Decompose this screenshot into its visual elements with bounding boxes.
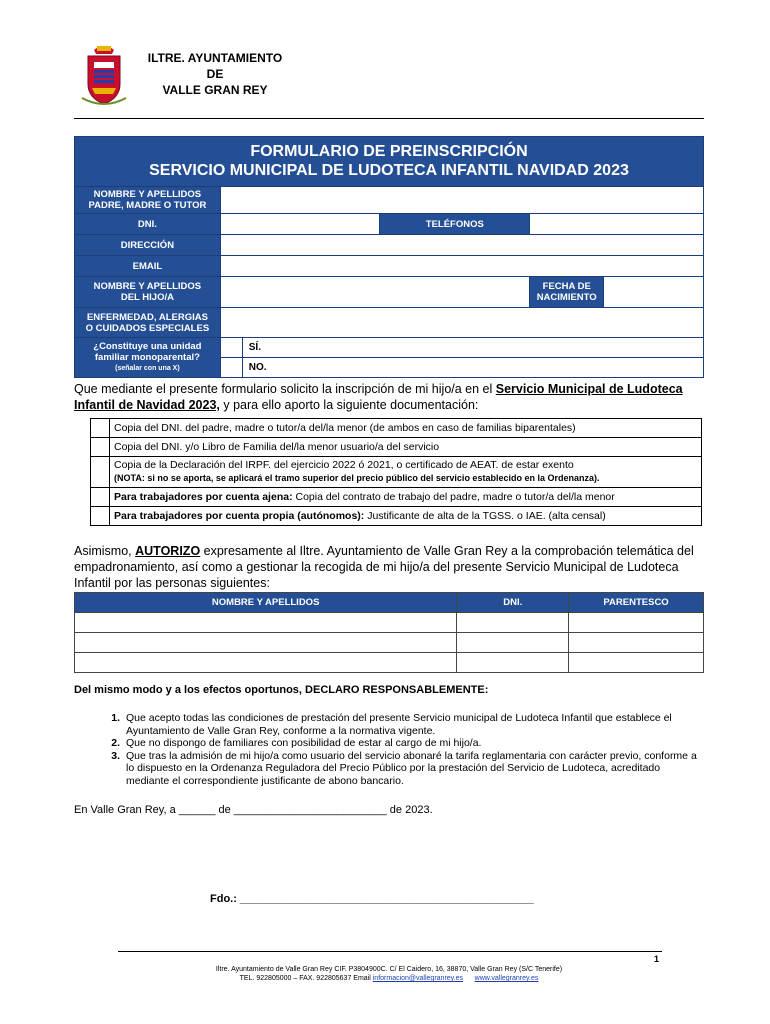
- declaration-title: Del mismo modo y a los efectos oportunos, DECLARO RESPONSABLEMENTE:: [74, 684, 489, 696]
- birth-date-field[interactable]: [604, 277, 704, 308]
- birth-date-label-2: NACIMIENTO: [536, 292, 597, 303]
- doc-item-5-bold: Para trabajadores por cuenta propia (autónomos):: [114, 509, 365, 522]
- declaration-text-1: Que acepto todas las condiciones de prestación del presente Servicio municipal de Ludoteca Infantil que establece el Ayuntamiento de Valle Gran Rey, conforme a la normativa vigente.: [126, 712, 672, 737]
- page-number: 1: [654, 954, 660, 964]
- doc-item-5: [110, 507, 702, 526]
- phones-field[interactable]: [530, 214, 704, 235]
- table-row: [75, 653, 704, 673]
- declaration-number-3: 3.: [111, 749, 120, 762]
- intro-text-2: y para ello aporto la siguiente documentación:: [219, 398, 479, 412]
- dni-field[interactable]: [220, 214, 380, 235]
- birth-date-label: [530, 277, 604, 308]
- header-line-2: DE: [206, 67, 224, 81]
- auth-text-1: Asimismo,: [74, 544, 136, 558]
- single-parent-hint: (señalar con una X): [115, 365, 180, 372]
- special-care-field[interactable]: [220, 308, 703, 338]
- doc-checkbox-5[interactable]: [91, 507, 110, 526]
- footer-phone-fax: TEL. 922805000 – FAX. 922805637 Email: [239, 975, 373, 982]
- footer-divider: [118, 951, 662, 952]
- person-3-name-field[interactable]: [75, 653, 457, 673]
- authorization-paragraph: [74, 543, 704, 591]
- child-name-label-1: NOMBRE Y APELLIDOS: [93, 281, 202, 292]
- doc-item-3: [110, 457, 702, 488]
- auth-text-2: expresamente al Iltre. Ayuntamiento de Valle Gran Rey a la comprobación telemática del empadronamiento, así como a gestionar la recogida de mi hijo/a del presente Servicio Municipal de Ludoteca Infantil por las personas siguientes:: [74, 544, 694, 590]
- intro-service-name: Servicio Municipal de Ludoteca Infantil de Navidad 2023,: [74, 382, 683, 412]
- authorized-persons-table: [74, 592, 704, 673]
- persons-header-relationship: PARENTESCO: [569, 593, 704, 613]
- single-parent-label-1: ¿Constituye una unidad: [93, 341, 202, 352]
- yes-checkbox[interactable]: [220, 338, 242, 358]
- intro-text-1: Que mediante el presente formulario solicito la inscripción de mi hijo/a en el: [74, 382, 496, 396]
- person-2-dni-field[interactable]: [457, 633, 569, 653]
- list-item: [74, 750, 704, 788]
- header-divider: [74, 118, 704, 119]
- special-care-label-1: ENFERMEDAD, ALERGIAS: [86, 311, 208, 323]
- parent-name-label-1: NOMBRE Y APELLIDOS: [93, 189, 202, 200]
- auth-keyword: AUTORIZO: [135, 544, 201, 558]
- table-row: [75, 613, 704, 633]
- declaration-text-3: Que tras la admisión de mi hijo/a como usuario del servicio abonaré la tarifa reglamentaria con carácter previo, conforme a lo dispuesto en la Ordenanza Reguladora del Precio Público por la prestación del Servicio de Ludoteca, acreditado mediante el correspondiente justificante de abono bancario.: [126, 749, 697, 787]
- phones-label: TELÉFONOS: [380, 214, 530, 235]
- list-item: [74, 712, 704, 737]
- footer-address: Iltre. Ayuntamiento de Valle Gran Rey CIF. P3804900C. C/ El Caidero, 16, 38870, Valle Gran Rey (S/C Tenerife): [215, 966, 563, 973]
- birth-date-label-1: FECHA DE: [542, 281, 591, 292]
- documents-checklist: [90, 418, 702, 526]
- parent-name-field[interactable]: [220, 187, 703, 214]
- no-option-label: NO.: [242, 358, 703, 378]
- place-date-line: En Valle Gran Rey, a ______ de _________________________ de 2023.: [74, 804, 433, 816]
- doc-checkbox-3[interactable]: [91, 457, 110, 488]
- person-1-name-field[interactable]: [75, 613, 457, 633]
- person-3-dni-field[interactable]: [457, 653, 569, 673]
- child-name-label-2: DEL HIJO/A: [120, 292, 174, 303]
- header-line-3: VALLE GRAN REY: [162, 83, 268, 97]
- form-title: [75, 137, 704, 187]
- persons-header-name: NOMBRE Y APELLIDOS: [75, 593, 457, 613]
- signature-line: Fdo.: ________________________________________________: [210, 893, 534, 905]
- person-1-dni-field[interactable]: [457, 613, 569, 633]
- header-line-1: ILTRE. AYUNTAMIENTO: [147, 51, 283, 65]
- email-field[interactable]: [220, 256, 703, 277]
- preinscription-form: [74, 136, 704, 378]
- parent-name-label: [75, 187, 221, 214]
- yes-option-label: SÍ.: [242, 338, 703, 358]
- doc-item-5-text: Justificante de alta de la TGSS. o IAE. (alta censal): [364, 509, 606, 522]
- child-name-field[interactable]: [220, 277, 529, 308]
- footer-web-link[interactable]: www.vallegranrey.es: [474, 975, 539, 982]
- person-2-name-field[interactable]: [75, 633, 457, 653]
- declaration-number-1: 1.: [111, 712, 120, 724]
- form-title-line-2: SERVICIO MUNICIPAL DE LUDOTECA INFANTIL NAVIDAD 2023: [149, 162, 629, 179]
- doc-item-2: Copia del DNI. y/o Libro de Familia del/la menor usuario/a del servicio: [110, 438, 702, 457]
- doc-item-3-text: Copia de la Declaración del IRPF. del ejercicio 2022 ó 2021, o certificado de AEAT. de estar exento: [114, 459, 574, 471]
- person-1-relationship-field[interactable]: [569, 613, 704, 633]
- address-field[interactable]: [220, 235, 703, 256]
- declaration-list: [74, 712, 704, 787]
- persons-header-dni: DNI.: [457, 593, 569, 613]
- footer-email-link[interactable]: informacion@vallegranrey.es: [372, 975, 463, 982]
- no-checkbox[interactable]: [220, 358, 242, 378]
- footer-contact: [74, 974, 704, 983]
- doc-item-4-text: Copia del contrato de trabajo del padre, madre o tutor/a del/la menor: [292, 490, 615, 503]
- address-label: DIRECCIÓN: [75, 235, 221, 256]
- special-care-label: [75, 308, 221, 338]
- person-2-relationship-field[interactable]: [569, 633, 704, 653]
- list-item: [74, 737, 704, 750]
- single-parent-label-2: familiar monoparental?: [94, 352, 200, 363]
- declaration-number-2: 2.: [111, 737, 120, 749]
- doc-item-1: Copia del DNI. del padre, madre o tutor/a del/la menor (de ambos en caso de familias biparentales): [110, 419, 702, 438]
- single-parent-label: [75, 338, 221, 378]
- intro-paragraph: [74, 381, 704, 413]
- doc-item-4-bold: Para trabajadores por cuenta ajena:: [114, 490, 293, 503]
- table-row: [75, 633, 704, 653]
- doc-item-4: [110, 488, 702, 507]
- declaration-text-2: Que no dispongo de familiares con posibilidad de estar al cargo de mi hijo/a.: [126, 737, 482, 749]
- parent-name-label-2: PADRE, MADRE O TUTOR: [88, 200, 207, 211]
- form-title-line-1: FORMULARIO DE PREINSCRIPCIÓN: [250, 143, 528, 160]
- special-care-label-2: O CUIDADOS ESPECIALES: [85, 322, 210, 334]
- doc-item-3-note: (NOTA: si no se aporta, se aplicará el tramo superior del precio público del servicio establecido en la Ordenanza).: [114, 473, 600, 483]
- doc-checkbox-4[interactable]: [91, 488, 110, 507]
- doc-checkbox-2[interactable]: [91, 438, 110, 457]
- dni-label: DNI.: [75, 214, 221, 235]
- email-label: EMAIL: [75, 256, 221, 277]
- person-3-relationship-field[interactable]: [569, 653, 704, 673]
- doc-checkbox-1[interactable]: [91, 419, 110, 438]
- child-name-label: [75, 277, 221, 308]
